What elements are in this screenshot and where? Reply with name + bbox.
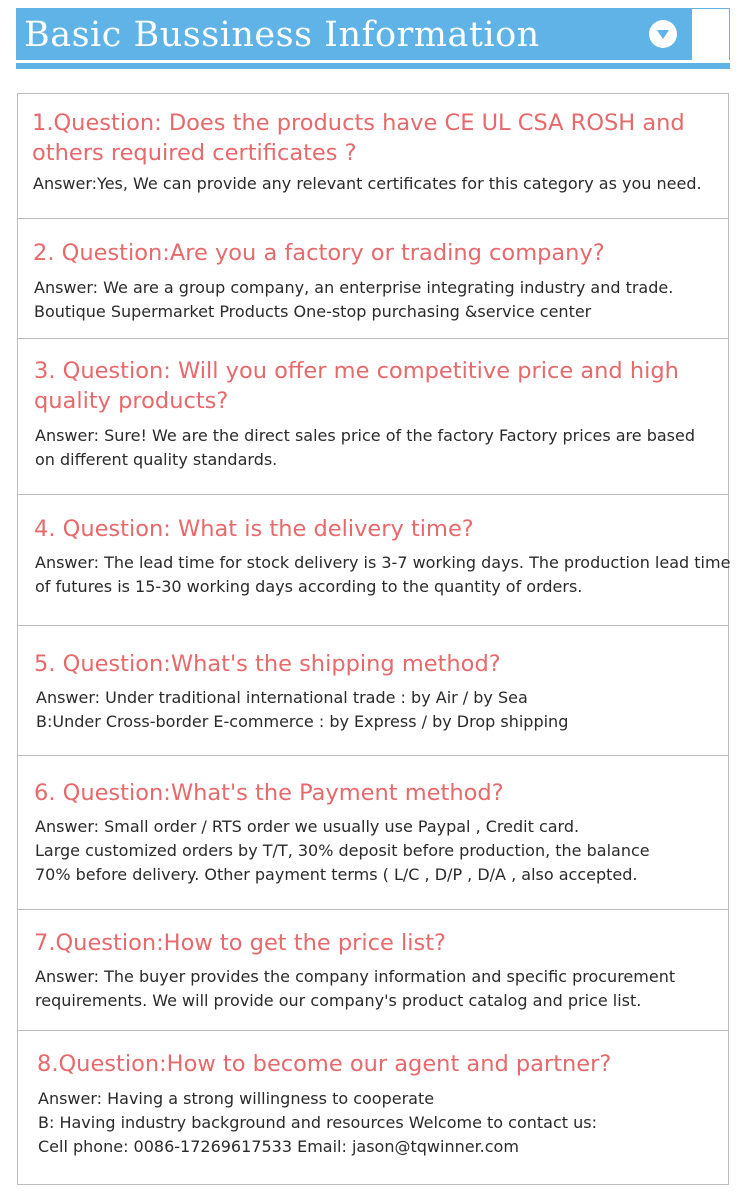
faq-answer-2 (34, 276, 728, 324)
faq-item-4 (18, 494, 731, 626)
faq-question-7: 7.Question:How to get the price list? (34, 930, 446, 956)
faq-question-2: 2. Question:Are you a factory or trading company? (33, 240, 605, 266)
faq-answer-7-line-1: Answer: The buyer provides the company information and specific procurement (35, 967, 676, 986)
faq-answer-8-line-2: B: Having industry background and resources Welcome to contact us: (38, 1113, 597, 1132)
header-notch (692, 8, 730, 60)
faq-answer-3 (35, 424, 729, 472)
faq-answer-7-line-2: requirements. We will provide our company's product catalog and price list. (35, 991, 642, 1010)
faq-answer-8-line-3: Cell phone: 0086-17269617533 Email: jason@tqwinner.com (38, 1137, 519, 1156)
faq-answer-2-line-2: Boutique Supermarket Products One-stop purchasing &service center (34, 302, 592, 321)
faq-answer-2-line-1: Answer: We are a group company, an enterprise integrating industry and trade. (34, 278, 674, 297)
header-underline (16, 63, 730, 69)
faq-answer-4-line-1: Answer: The lead time for stock delivery is 3-7 working days. The production lead time (35, 553, 731, 572)
faq-item-6 (18, 755, 728, 910)
faq-question-6: 6. Question:What's the Payment method? (34, 780, 504, 806)
faq-question-8: 8.Question:How to become our agent and partner? (37, 1051, 612, 1077)
faq-answer-5-line-2: B:Under Cross-border E-commerce : by Express / by Drop shipping (36, 712, 569, 731)
faq-item-8 (18, 1030, 728, 1184)
faq-item-7 (18, 909, 728, 1031)
faq-answer-1 (33, 172, 727, 196)
faq-answer-4 (35, 551, 729, 599)
faq-answer-6 (35, 815, 729, 887)
faq-item-1 (18, 94, 728, 219)
faq-answer-1-line-1: Answer:Yes, We can provide any relevant certificates for this category as you need. (33, 174, 702, 193)
faq-question-4: 4. Question: What is the delivery time? (34, 516, 474, 542)
faq-item-5 (18, 625, 728, 756)
faq-answer-7 (35, 965, 729, 1013)
faq-item-3 (18, 338, 728, 495)
faq-answer-6-line-3: 70% before delivery. Other payment terms ( L/C , D/P , D/A , also accepted. (35, 865, 638, 884)
chevron-down-icon (649, 20, 677, 48)
faq-answer-5-line-1: Answer: Under traditional international trade : by Air / by Sea (36, 688, 528, 707)
faq-item-2 (18, 218, 728, 339)
faq-question-3: 3. Question: Will you offer me competitive price and high quality products? (34, 358, 679, 414)
faq-answer-6-line-1: Answer: Small order / RTS order we usually use Paypal , Credit card. (35, 817, 580, 836)
page-header (16, 8, 730, 64)
faq-answer-8-line-1: Answer: Having a strong willingness to cooperate (38, 1089, 435, 1108)
faq-answer-5 (36, 686, 730, 734)
faq-question-1: 1.Question: Does the products have CE UL CSA ROSH and others required certificates ? (32, 110, 685, 166)
faq-answer-6-line-2: Large customized orders by T/T, 30% deposit before production, the balance (35, 841, 650, 860)
faq-answer-3-line-1: Answer: Sure! We are the direct sales price of the factory Factory prices are based (35, 426, 696, 445)
faq-answer-4-line-2: of futures is 15-30 working days according to the quantity of orders. (35, 577, 583, 596)
page-title: Basic Bussiness Information (24, 15, 540, 55)
faq-answer-3-line-2: on different quality standards. (35, 450, 278, 469)
faq-question-5: 5. Question:What's the shipping method? (34, 651, 501, 677)
collapse-toggle-button[interactable] (649, 20, 677, 48)
faq-panel (17, 93, 729, 1185)
faq-answer-8 (38, 1087, 732, 1159)
